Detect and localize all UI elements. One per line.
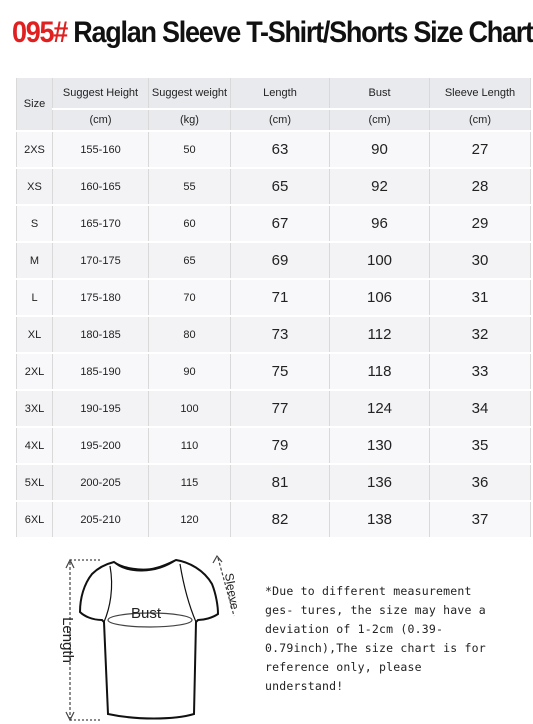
cell-bust: 130	[330, 427, 430, 464]
cell-size: 6XL	[17, 501, 53, 538]
cell-weight: 90	[149, 353, 231, 390]
cell-length: 63	[231, 131, 330, 168]
table-row	[17, 464, 531, 501]
product-code: 095#	[12, 16, 68, 49]
cell-height: 205-210	[53, 501, 149, 538]
cell-sleeve: 35	[430, 427, 531, 464]
table-row	[17, 242, 531, 279]
column-header-bust: Bust	[330, 78, 430, 109]
unit-length: (cm)	[231, 109, 330, 131]
table-row	[17, 316, 531, 353]
column-header-weight: Suggest weight	[149, 78, 231, 109]
cell-height: 170-175	[53, 242, 149, 279]
cell-height: 195-200	[53, 427, 149, 464]
cell-sleeve: 34	[430, 390, 531, 427]
cell-sleeve: 31	[430, 279, 531, 316]
page-title	[12, 16, 533, 60]
unit-weight: (kg)	[149, 109, 231, 131]
cell-weight: 55	[149, 168, 231, 205]
table-row	[17, 205, 531, 242]
cell-height: 200-205	[53, 464, 149, 501]
table-row	[17, 390, 531, 427]
cell-length: 75	[231, 353, 330, 390]
cell-length: 81	[231, 464, 330, 501]
cell-size: 4XL	[17, 427, 53, 464]
cell-size: 2XL	[17, 353, 53, 390]
cell-size: 2XS	[17, 131, 53, 168]
cell-bust: 118	[330, 353, 430, 390]
table-row	[17, 427, 531, 464]
cell-bust: 138	[330, 501, 430, 538]
size-chart-table	[16, 78, 531, 539]
column-header-sleeve: Sleeve Length	[430, 78, 531, 109]
cell-size: 3XL	[17, 390, 53, 427]
cell-weight: 65	[149, 242, 231, 279]
cell-bust: 92	[330, 168, 430, 205]
cell-sleeve: 27	[430, 131, 531, 168]
cell-sleeve: 37	[430, 501, 531, 538]
cell-height: 190-195	[53, 390, 149, 427]
cell-height: 180-185	[53, 316, 149, 353]
cell-bust: 112	[330, 316, 430, 353]
cell-height: 175-180	[53, 279, 149, 316]
cell-bust: 124	[330, 390, 430, 427]
unit-height: (cm)	[53, 109, 149, 131]
cell-bust: 90	[330, 131, 430, 168]
cell-size: XL	[17, 316, 53, 353]
cell-weight: 115	[149, 464, 231, 501]
cell-weight: 60	[149, 205, 231, 242]
table-row	[17, 168, 531, 205]
cell-height: 185-190	[53, 353, 149, 390]
cell-length: 73	[231, 316, 330, 353]
cell-size: XS	[17, 168, 53, 205]
title-text: Raglan Sleeve T-Shirt/Shorts Size Chart	[67, 16, 533, 49]
column-header-height: Suggest Height	[53, 78, 149, 109]
cell-sleeve: 30	[430, 242, 531, 279]
cell-bust: 96	[330, 205, 430, 242]
cell-weight: 50	[149, 131, 231, 168]
column-header-size: Size	[17, 78, 53, 131]
cell-weight: 120	[149, 501, 231, 538]
table-row	[17, 501, 531, 538]
length-label: Length	[59, 617, 76, 663]
cell-length: 65	[231, 168, 330, 205]
unit-sleeve: (cm)	[430, 109, 531, 131]
cell-length: 67	[231, 205, 330, 242]
cell-bust: 136	[330, 464, 430, 501]
table-row	[17, 131, 531, 168]
unit-bust: (cm)	[330, 109, 430, 131]
cell-size: 5XL	[17, 464, 53, 501]
cell-sleeve: 29	[430, 205, 531, 242]
cell-size: L	[17, 279, 53, 316]
cell-weight: 80	[149, 316, 231, 353]
bust-label: Bust	[130, 605, 162, 622]
cell-length: 79	[231, 427, 330, 464]
cell-size: M	[17, 242, 53, 279]
sleeve-label: Sleeve	[221, 572, 243, 611]
cell-size: S	[17, 205, 53, 242]
cell-bust: 106	[330, 279, 430, 316]
cell-weight: 100	[149, 390, 231, 427]
cell-length: 82	[231, 501, 330, 538]
cell-sleeve: 33	[430, 353, 531, 390]
cell-height: 155-160	[53, 131, 149, 168]
table-row	[17, 279, 531, 316]
cell-height: 160-165	[53, 168, 149, 205]
cell-sleeve: 32	[430, 316, 531, 353]
cell-length: 71	[231, 279, 330, 316]
unit-row	[17, 109, 531, 131]
table-row	[17, 353, 531, 390]
measurement-note: *Due to different measurement ges- tures, the size may have a deviation of 1-2cm (0.39-0.79inch),The size chart is for reference only, please understand!	[265, 584, 486, 693]
cell-weight: 110	[149, 427, 231, 464]
tshirt-diagram	[44, 552, 254, 722]
cell-height: 165-170	[53, 205, 149, 242]
column-header-length: Length	[231, 78, 330, 109]
cell-sleeve: 36	[430, 464, 531, 501]
cell-weight: 70	[149, 279, 231, 316]
tshirt-outline	[80, 560, 218, 719]
cell-sleeve: 28	[430, 168, 531, 205]
cell-bust: 100	[330, 242, 430, 279]
cell-length: 77	[231, 390, 330, 427]
header-row	[17, 78, 531, 109]
cell-length: 69	[231, 242, 330, 279]
